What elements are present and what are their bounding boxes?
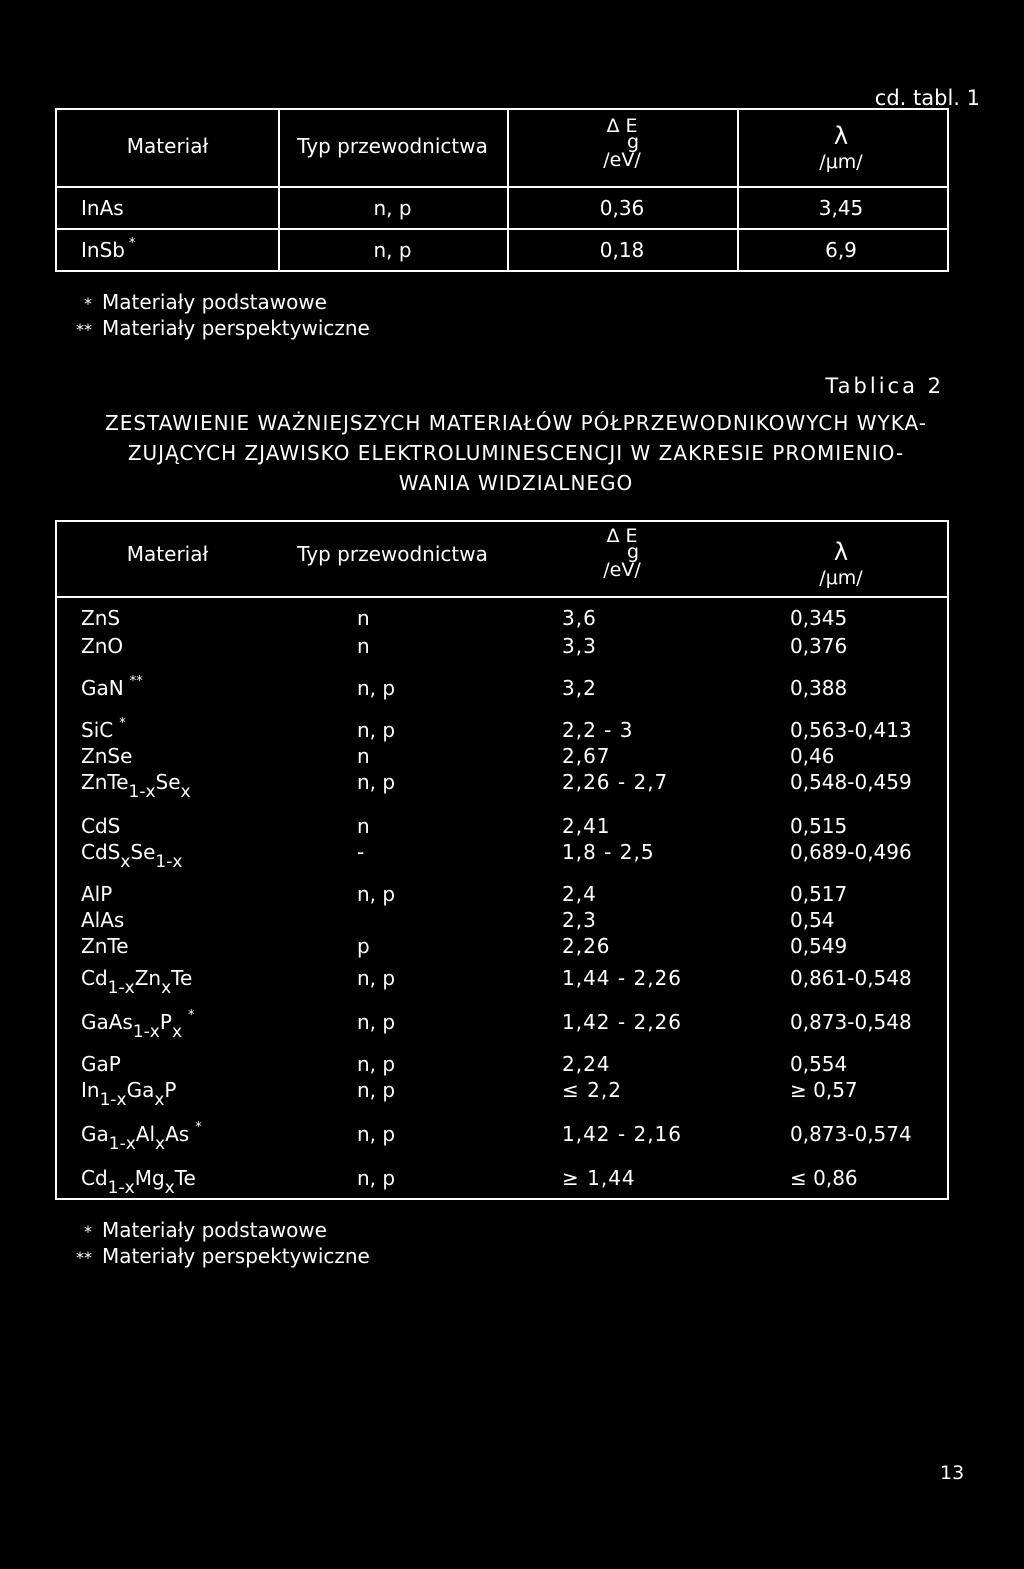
footnote-marker: * — [195, 1120, 202, 1135]
material-cell — [81, 718, 126, 742]
formula-element: ZnO — [81, 634, 124, 658]
formula-element: AlP — [81, 882, 113, 906]
formula-element: Mg — [134, 1166, 165, 1190]
formula-element: In — [81, 1078, 100, 1102]
type-cell: n, p — [357, 1052, 396, 1076]
header-energy-gap: Δ E g /eV/ — [603, 525, 641, 581]
footnote — [36, 1218, 327, 1242]
footnote-marker: * — [188, 1008, 195, 1023]
footnote-text: Materiały podstawowe — [102, 290, 327, 314]
footnote — [36, 290, 327, 314]
type-cell: n — [357, 634, 370, 658]
type-cell: n — [357, 814, 370, 838]
wavelength-cell: 0,563-0,413 — [790, 718, 912, 742]
formula-element: ZnTe — [81, 934, 129, 958]
type-cell: n, p — [357, 1010, 396, 1034]
energy-gap-cell: 0,18 — [599, 238, 645, 262]
wavelength-cell: ≥ 0,57 — [790, 1078, 858, 1102]
material-cell — [81, 1052, 121, 1076]
formula-element: Te — [171, 966, 193, 990]
footnote — [36, 316, 370, 340]
energy-gap-cell: 1,42 - 2,16 — [562, 1122, 682, 1146]
material-cell — [81, 770, 191, 802]
formula-element: CdS — [81, 840, 121, 864]
energy-gap-cell: 3,6 — [562, 606, 597, 630]
formula-subscript: x — [171, 1022, 182, 1042]
formula-element: ZnSe — [81, 744, 133, 768]
type-cell: n, p — [357, 718, 396, 742]
footnote — [36, 1244, 370, 1268]
formula-subscript: x — [154, 1090, 165, 1110]
material-cell — [81, 840, 183, 872]
formula-element: ZnS — [81, 606, 121, 630]
energy-gap-cell: 0,36 — [599, 196, 645, 220]
material-cell — [81, 908, 124, 932]
energy-gap-cell: 2,24 — [562, 1052, 611, 1076]
formula-element: Ga — [81, 1122, 109, 1146]
formula-element: AlAs — [81, 908, 125, 932]
energy-gap-cell: 3,3 — [562, 634, 597, 658]
material-cell — [81, 966, 193, 998]
footnote-text: Materiały perspektywiczne — [102, 1244, 370, 1268]
material-cell — [81, 744, 132, 768]
formula-subscript: 1-x — [107, 1178, 135, 1198]
energy-gap-cell: 2,2 - 3 — [562, 718, 634, 742]
formula-element: SiC — [81, 718, 114, 742]
footnote-marker: * — [84, 1222, 92, 1241]
header-type: Typ przewodnictwa — [297, 542, 488, 566]
type-cell: n — [357, 744, 370, 768]
formula-element: Te — [174, 1166, 196, 1190]
footnote-marker: * — [128, 236, 136, 251]
material-cell — [81, 814, 120, 838]
type-cell: n, p — [357, 770, 396, 794]
formula-subscript: 1-x — [132, 1022, 160, 1042]
type-cell: n, p — [357, 966, 396, 990]
material-cell — [81, 1120, 202, 1154]
formula-subscript: x — [164, 1178, 175, 1198]
formula-subscript: 1-x — [108, 1134, 136, 1154]
wavelength-cell: ≤ 0,86 — [790, 1166, 858, 1190]
type-cell: n, p — [357, 882, 396, 906]
formula-element: Zn — [134, 966, 162, 990]
continuation-label: cd. tabl. 1 — [874, 86, 980, 110]
formula-element: ZnTe — [81, 770, 129, 794]
energy-gap-cell: 1,8 - 2,5 — [562, 840, 655, 864]
formula-element: GaAs — [81, 1010, 133, 1034]
formula-subscript: 1-x — [107, 978, 135, 998]
material-cell — [81, 634, 123, 658]
formula-subscript: x — [120, 852, 131, 872]
formula-element: P — [164, 1078, 177, 1102]
header-wavelength: λ /μm/ — [819, 538, 863, 589]
formula-element: Cd — [81, 1166, 108, 1190]
material-cell — [81, 1008, 195, 1042]
formula-element: Ga — [126, 1078, 155, 1102]
wavelength-cell: 3,45 — [818, 196, 864, 220]
type-cell: n — [357, 606, 370, 630]
energy-gap-cell: 1,44 - 2,26 — [562, 966, 682, 990]
header-type: Typ przewodnictwa — [297, 134, 488, 158]
page-number: 13 — [940, 1462, 965, 1484]
formula-element: CdS — [81, 814, 121, 838]
header-material: Materiał — [126, 542, 209, 566]
footnote-text: Materiały podstawowe — [102, 1218, 327, 1242]
wavelength-cell: 0,517 — [790, 882, 848, 906]
energy-gap-cell: 1,42 - 2,26 — [562, 1010, 682, 1034]
material-cell — [81, 1078, 177, 1110]
energy-gap-cell: ≤ 2,2 — [562, 1078, 622, 1102]
energy-gap-cell: ≥ 1,44 — [562, 1166, 636, 1190]
wavelength-cell: 6,9 — [825, 238, 857, 262]
type-cell: n, p — [373, 196, 412, 220]
footnote-text: Materiały perspektywiczne — [102, 316, 370, 340]
header-energy-gap: Δ E g /eV/ — [603, 115, 641, 171]
material-cell — [81, 882, 112, 906]
type-cell: p — [357, 934, 370, 958]
wavelength-cell: 0,689-0,496 — [790, 840, 912, 864]
type-cell: n, p — [357, 1166, 396, 1190]
type-cell: n, p — [357, 1078, 396, 1102]
type-cell: n, p — [357, 676, 396, 700]
material-cell — [81, 1166, 196, 1198]
footnote-marker: * — [84, 294, 92, 313]
wavelength-cell: 0,388 — [790, 676, 848, 700]
wavelength-cell: 0,345 — [790, 606, 848, 630]
footnote-marker: ** — [76, 1248, 92, 1267]
energy-gap-cell: 2,41 — [562, 814, 611, 838]
footnote-marker: * — [119, 716, 126, 731]
formula-element: P — [159, 1010, 172, 1034]
type-cell: - — [357, 840, 365, 864]
footnote-marker: ** — [76, 320, 92, 339]
energy-gap-cell: 3,2 — [562, 676, 597, 700]
formula-subscript: 1-x — [128, 782, 156, 802]
formula-subscript: 1-x — [155, 852, 183, 872]
wavelength-cell: 0,873-0,574 — [790, 1122, 912, 1146]
type-cell: n, p — [357, 1122, 396, 1146]
wavelength-cell: 0,861-0,548 — [790, 966, 912, 990]
energy-gap-cell: 2,3 — [562, 908, 597, 932]
material-cell — [81, 196, 124, 220]
formula-subscript: x — [155, 1134, 166, 1154]
formula-element: GaN — [81, 676, 124, 700]
wavelength-cell: 0,548-0,459 — [790, 770, 912, 794]
material-cell — [81, 238, 135, 262]
formula-element: As — [165, 1122, 190, 1146]
energy-gap-cell: 2,26 — [562, 934, 611, 958]
energy-gap-cell: 2,4 — [562, 882, 597, 906]
wavelength-cell: 0,873-0,548 — [790, 1010, 912, 1034]
table-1 — [55, 108, 949, 272]
wavelength-cell: 0,46 — [790, 744, 835, 768]
table-2-heading: ZESTAWIENIE WAŻNIEJSZYCH MATERIAŁÓW PÓŁPRZEWODNIKOWYCH WYKA- ZUJĄCYCH ZJAWISKO ELEKTROLUMINESCENCJI W ZAKRESIE PROMIENIO- WANIA WIDZIALNEGO — [105, 411, 927, 495]
energy-gap-cell: 2,26 - 2,7 — [562, 770, 669, 794]
header-wavelength: λ /μm/ — [819, 122, 863, 173]
wavelength-cell: 0,549 — [790, 934, 848, 958]
formula-element: Cd — [81, 966, 108, 990]
material-cell — [81, 934, 129, 958]
formula-subscript: 1-x — [99, 1090, 127, 1110]
material-name: InAs — [81, 196, 124, 220]
material-cell — [81, 676, 143, 700]
material-name: InSb — [81, 238, 125, 262]
formula-subscript: x — [161, 978, 172, 998]
wavelength-cell: 0,376 — [790, 634, 848, 658]
table-2-label: Tablica 2 — [825, 374, 944, 398]
material-cell — [81, 606, 120, 630]
energy-gap-cell: 2,67 — [562, 744, 611, 768]
table-2 — [55, 520, 949, 1200]
formula-element: GaP — [81, 1052, 121, 1076]
formula-element: Al — [135, 1122, 156, 1146]
formula-element: Se — [155, 770, 181, 794]
wavelength-cell: 0,54 — [790, 908, 835, 932]
type-cell: n, p — [373, 238, 412, 262]
wavelength-cell: 0,554 — [790, 1052, 848, 1076]
formula-element: Se — [130, 840, 156, 864]
wavelength-cell: 0,515 — [790, 814, 848, 838]
header-material: Materiał — [126, 134, 209, 158]
formula-subscript: x — [180, 782, 191, 802]
footnote-marker: ** — [129, 674, 143, 689]
